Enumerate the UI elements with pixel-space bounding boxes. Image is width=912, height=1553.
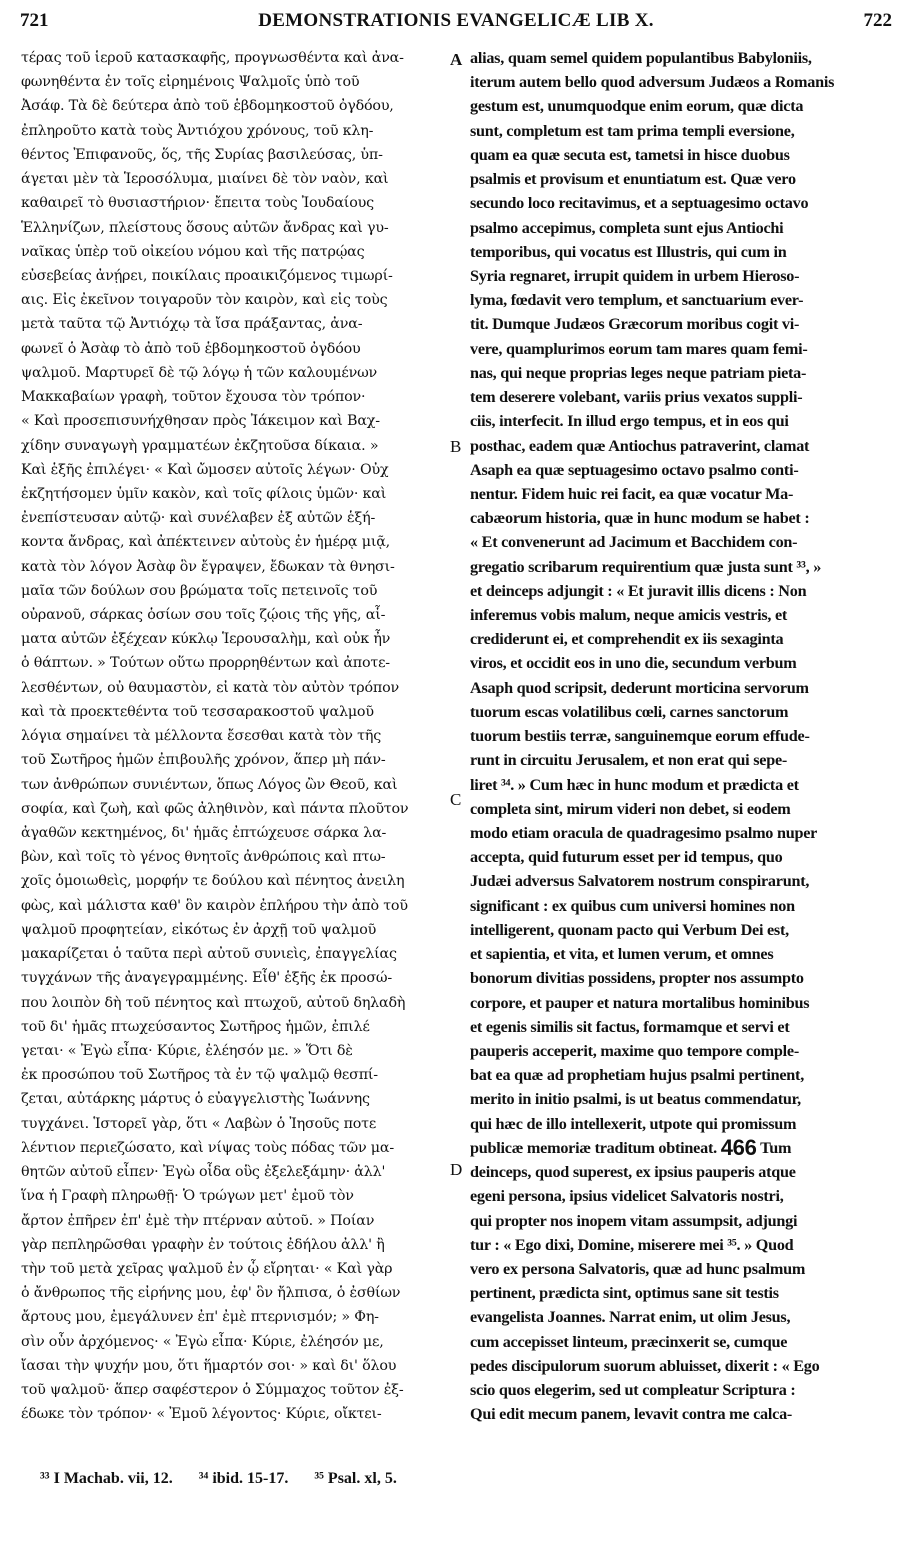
page-number-left: 721 [20,10,49,31]
latin-line: gestum est, unumquodque enim eorum, quæ dicta [470,97,804,116]
greek-line: ματα αὐτῶν ἐξέχεαν κύκλῳ Ἱερουσαλὴμ, καὶ οὐκ ἦν [21,631,391,648]
latin-line: completa sint, mirum videri non debet, si eodem [470,799,791,818]
latin-line: pauperis acceperit, maxime quo tempore comple- [470,1041,799,1060]
greek-line: καθαιρεῖ τὸ θυσιαστήριον· ἔπειτα τοὺς Ἰουδαίους [21,195,374,212]
greek-line: τοῦ Σωτῆρος ἡμῶν ἐπιβουλῆς χρόνον, ἅπερ μὴ πάν- [21,752,386,769]
latin-line: runt in circuitu Jerusalem, et non erat qui sepe- [470,751,788,770]
greek-line: λεσθέντων, οὐ θαυμαστὸν, εἰ κατὰ τὸν αὐτὸν τρόπον [21,679,400,696]
latin-column [470,46,892,1426]
greek-line: θητῶν αὐτοῦ εἶπεν· Ἐγὼ οἶδα οὓς ἐξελεξάμην· ἀλλ' [21,1164,386,1181]
latin-line: intelligerent, quonam pacto qui Verbum Dei est, [470,920,789,939]
greek-line: σὶν οὖν ἀρχόμενος· « Ἐγὼ εἶπα· Κύριε, ἐλέησόν με, [21,1333,384,1350]
greek-line: Ἀσάφ. Τὰ δὲ δεύτερα ἀπὸ τοῦ ἑβδομηκοστοῦ ὀγδόου, [21,98,394,115]
greek-line: έδωκε τὸν τρόπον· « Ἐμοῦ λέγοντος· Κύριε, οἴκτει- [21,1406,382,1423]
latin-line: ciis, interfecit. In illud ergo tempus, et in eos qui [470,412,789,431]
latin-line: iterum autem bello quod adversum Judæos a Romanis [470,73,835,92]
latin-line: egeni persona, ipsius videlicet Salvatoris nostri, [470,1187,784,1206]
latin-line: lyma, fœdavit vero templum, et sanctuarium ever- [470,291,804,310]
latin-line [470,1136,892,1160]
latin-line: gregatio scribarum requirentium quæ justa sunt ³³, » [470,557,822,576]
greek-line: ἀγαθῶν κεκτημένος, δι' ἡμᾶς ἐπτώχευσε σάρκα λα- [21,825,387,841]
latin-line-text: publicæ memoriæ traditum obtineat. [470,1138,717,1157]
latin-line: tit. Dumque Judæos Græcorum moribus cogit vi- [470,315,800,334]
greek-line: ἐκζητήσομεν ὑμῖν κακὸν, καὶ τοῖς φίλοις ὑμῶν· καὶ [21,485,387,502]
footnote-35: ³⁵ Psal. xl, 5. [314,1470,397,1487]
greek-line: φωνηθέντα ἐν τοῖς εἰρημένοις Ψαλμοῖς ὑπὸ τοῦ [21,74,360,91]
greek-line: χίδην συναγωγὴ γραμματέων ἐκζητοῦσα δίκαια. » [21,437,379,454]
greek-line: τὴν τοῦ μετὰ χεῖρας ψαλμοῦ ἐν ᾧ εἴρηται· « Καὶ γὰρ [21,1260,393,1277]
greek-line: άγεται μὲν τὰ Ἱεροσόλυμα, μιαίνει δὲ τὸν ναὸν, καὶ [21,171,389,188]
greek-line: κοντα ἄνδρας, καὶ ἀπέκτεινεν αὐτοὺς ἐν ἡμέρᾳ μιᾷ, [21,534,391,551]
greek-line: φωνεῖ ὁ Ἀσὰφ τὸ ἀπὸ τοῦ ἑβδομηκοστοῦ ὀγδόου [21,340,361,357]
greek-line: ἐπληροῦτο κατὰ τοὺς Ἀντιόχου χρόνους, τοῦ κλη- [21,122,374,139]
greek-line: μαῖα τῶν δούλων σου βρώματα τοῖς πετεινοῖς τοῦ [21,582,378,599]
greek-line: γὰρ πεπληρῶσθαι γραφὴν ἐν τούτοις ἐδήλου ἀλλ' ἢ [21,1236,385,1253]
latin-line: et sapientia, et vita, et lumen verum, et omnes [470,945,774,964]
greek-line: φὼς, καὶ μάλιστα καθ' ὃν καιρὸν ἐπλήρου τὴν ἀπὸ τοῦ [21,897,408,914]
latin-line: vero ex persona Salvatoris, quæ ad hunc psalmum [470,1259,806,1278]
latin-line: secundo loco recitavimus, et a septuagesimo octavo [470,194,809,213]
latin-line: merito in initio psalmi, is ut beatus commendatur, [470,1090,801,1109]
greek-line: μακαρίζεται ὁ ταῦτα περὶ αὐτοῦ συνιεὶς, ἐπαγγελίας [21,946,397,963]
latin-line: pertinent, prædicta sint, optimus sane sit testis [470,1284,779,1303]
page-number-right: 722 [863,10,892,31]
latin-line: scio quos elegerim, sed ut compleatur Scriptura : [470,1381,796,1400]
greek-line: ψαλμοῦ. Μαρτυρεῖ δὲ τῷ λόγῳ ἡ τῶν καλουμένων [21,364,378,381]
greek-line: ναῖκας ὑπὲρ τοῦ οἰκείου νόμου καὶ τῆς πατρῴας [21,243,365,260]
latin-line: Asaph ea quæ septuagesimo octavo psalmo conti- [470,460,799,479]
inline-page-number: 466 [720,1135,757,1160]
latin-line: qui propter nos inopem vitam assumpsit, adjungi [470,1211,798,1230]
greek-line: Ἑλληνίζων, πλείστους ὅσους αὐτῶν ἄνδρας καὶ γυ- [21,219,389,236]
greek-line: οὐρανοῦ, σάρκας ὁσίων σου τοῖς ζῴοις τῆς γῆς, αἷ- [21,607,386,624]
greek-line: τοῦ ψαλμοῦ· ἅπερ σαφέστερον ὁ Σύμμαχος τοῦτον ἐξ- [21,1382,404,1399]
latin-line: Syria regnaret, irrupit quidem in urbem Hieroso- [470,266,800,285]
latin-line: vere, quamplurimos eorum tam mares quam femi- [470,339,808,358]
latin-line: psalmis et provisum et enuntiatum est. Quæ vero [470,170,796,189]
latin-line: bat ea quæ ad prophetiam hujus psalmi pertinent, [470,1066,804,1085]
latin-line: Asaph quod scripsit, dederunt morticina servorum [470,678,809,697]
latin-line: nentur. Fidem huic rei facit, ea quæ vocatur Ma- [470,484,794,503]
latin-line: et egenis similis sit factus, formamque et servi et [470,1017,790,1036]
greek-line: τυγχάνων τῆς ἀναγεγραμμένης. Εἶθ' ἑξῆς ἐκ προσώ- [21,970,392,987]
greek-line: χοῖς ὁμοιωθεὶς, μορφήν τε δούλου καὶ πένητος ἀνειλη [21,873,405,890]
latin-line: crediderunt ei, et comprehendit ex iis sexaginta [470,630,784,649]
latin-line: cabæorum historia, quæ in hunc modum se habet : [470,509,810,528]
running-header [20,10,892,36]
latin-line: accepta, quid futurum esset per id tempus, quo [470,848,783,867]
margin-letter-b: B [450,437,462,456]
greek-line: μετὰ ταῦτα τῷ Ἀντιόχῳ τὰ ἴσα πράξαντας, ἀνα- [21,316,363,333]
latin-line: modo etiam oracula de quadragesimo psalmo nuper [470,824,818,842]
greek-line: ἵνα ἡ Γραφὴ πληρωθῇ· Ὁ τρώγων μετ' ἐμοῦ τὸν [21,1188,354,1205]
greek-line: τέρας τοῦ ἱεροῦ κατασκαφῆς, προγνωσθέντα καὶ ἀνα- [21,50,404,66]
greek-line: ὁ θάπτων. » Τούτων οὕτω προρρηθέντων καὶ ἀποτε- [21,655,390,672]
greek-line: ἴασαι τὴν ψυχήν μου, ὅτι ἥμαρτόν σοι· » καὶ δι' ὅλου [21,1357,397,1374]
greek-line: που λοιπὸν δὴ τοῦ πένητος καὶ πτωχοῦ, αὐτοῦ δηλαδὴ [21,994,406,1011]
greek-line: σοφία, καὶ ζωὴ, καὶ φῶς ἀληθινὸν, καὶ πάντα πλοῦτον [21,800,409,817]
footnote-34: ³⁴ ibid. 15-17. [198,1470,289,1487]
greek-line: τυγχάνει. Ἱστορεῖ γὰρ, ὅτι « Λαβὼν ὁ Ἰησοῦς ποτε [21,1115,377,1132]
latin-line: inferemus vobis malum, neque amicis vestris, et [470,606,788,625]
greek-line: αις. Εἰς ἐκεῖνον τοιγαροῦν τὸν καιρὸν, καὶ εἰς τοὺς [21,292,388,309]
latin-line: bonorum divitias possidens, propter nos assumpto [470,969,804,988]
greek-line: των ἀνθρώπων συνιέντων, ὅπως Λόγος ὢν Θεοῦ, καὶ [21,776,398,793]
latin-line: posthac, eadem quæ Antiochus patraverint, clamat [470,436,810,455]
latin-line: « Et convenerunt ad Jacimum et Bacchidem con- [470,533,798,552]
greek-line: Μακκαβαίων γραφὴ, τοῦτον ἔχουσα τὸν τρόπον· [21,389,366,406]
greek-line: ὁ ἄνθρωπος τῆς εἰρήνης μου, ἐφ' ὃν ἤλπισα, ὁ ἐσθίων [21,1285,401,1302]
latin-line: liret ³⁴. » Cum hæc in hunc modum et prædicta et [470,775,799,794]
latin-line: cum accepisset linteum, præcinxerit se, cumque [470,1332,788,1351]
latin-line: tuorum bestiis terræ, sanguinemque eorum effude- [470,727,810,746]
latin-line: pedes discipulorum suorum abluisset, dixerit : « Ego [470,1356,820,1375]
margin-letter-c: C [450,790,462,809]
greek-line: λέντιον περιεζώσατο, καὶ νίψας τοὺς πόδας τῶν μα- [21,1139,394,1156]
latin-line: deinceps, quod superest, ex ipsius pauperis atque [470,1163,796,1182]
latin-line: nas, qui neque proprias leges neque patriam pieta- [470,363,807,382]
running-title: DEMONSTRATIONIS EVANGELICÆ LIB X. [258,10,654,31]
footnotes [40,1470,880,1488]
footnote-33: ³³ I Machab. vii, 12. [40,1470,173,1487]
latin-line: tur : « Ego dixi, Domine, miserere mei ³⁵. » Quod [470,1235,794,1254]
greek-line: « Καὶ προσεπισυνήχθησαν πρὸς Ἰάκειμον καὶ Βαχ- [21,413,380,430]
latin-line: tuorum escas volatilibus cœli, carnes sanctorum [470,702,789,721]
latin-line-continuation: Tum [760,1138,792,1157]
latin-line: sunt, completum est tam prima templi eversione, [470,121,795,140]
latin-line: evangelista Joannes. Narrat enim, ut olim Jesus, [470,1308,791,1327]
margin-letter-d: D [450,1160,463,1179]
greek-line: ἐκ προσώπου τοῦ Σωτῆρος τὰ ἐν τῷ ψαλμῷ θεσπί- [21,1067,378,1084]
greek-line: γεται· « Ἐγὼ εἶπα· Κύριε, ἐλέησόν με. » Ὅτι δὲ [21,1042,353,1059]
greek-line: λόγια σημαίνει τὰ μέλλοντα ἔσεσθαι κατὰ τὸν τῆς [21,728,382,745]
greek-line: εὐσεβείας ἀνῄρει, ποικίλαις προαικιζόμενος τιμωρί- [21,267,393,284]
greek-line: ἐνεπίστευσαν αὐτῷ· καὶ συνέλαβεν ἐξ αὐτῶν ἑξή- [21,510,376,527]
latin-line: viros, et occidit eos in uno die, secundum verbum [470,654,797,673]
greek-line: καὶ τὰ προεκτεθέντα τοῦ τεσσαρακοστοῦ ψαλμοῦ [21,703,374,720]
greek-column [21,46,451,1426]
greek-line: ἄρτους μου, ἐμεγάλυνεν ἐπ' ἐμὲ πτερνισμόν; » Φη- [21,1309,379,1326]
greek-line: ψαλμοῦ προφητείαν, εἰκότως ἐν ἀρχῇ τοῦ ψαλμοῦ [21,921,377,938]
latin-line: Judæi adversus Salvatorem nostrum conspirarunt, [470,872,810,891]
latin-line: quam ea quæ secuta est, tametsi in hisce duobus [470,145,790,164]
margin-letter-a: A [450,50,463,69]
greek-line: βὼν, καὶ τοῖς τὸ γένος θνητοῖς ἀνθρώποις καὶ πτω- [21,849,386,866]
latin-line: psalmo accepimus, completa sunt ejus Antiochi [470,218,784,237]
greek-line: ζεται, αὐτάρκης μάρτυς ὁ εὐαγγελιστὴς Ἰωάννης [21,1091,370,1108]
greek-line: κατὰ τὸν λόγον Ἀσὰφ ὃν ἔγραψεν, ἔδωκαν τὰ θνησι- [21,558,395,575]
greek-line: Καὶ ἑξῆς ἐπιλέγει· « Καὶ ὤμοσεν αὐτοῖς λέγων· Οὐχ [21,461,389,478]
latin-line: corpore, et pauper et natura mortalibus hominibus [470,993,810,1012]
latin-line: alias, quam semel quidem populantibus Babyloniis, [470,49,812,67]
greek-line: ἄρτον ἐπῆρεν ἐπ' ἐμὲ τὴν πτέρναν αὐτοῦ. » Ποίαν [21,1212,375,1229]
latin-line: et deinceps adjungit : « Et juravit illis dicens : Non [470,581,807,600]
greek-line: θέντος Ἐπιφανοῦς, ὅς, τῆς Συρίας βασιλεύσας, ὑπ- [21,146,383,163]
greek-line: τοῦ δι' ἡμᾶς πτωχεύσαντος Σωτῆρος ἡμῶν, ἐπιλέ [21,1018,370,1035]
latin-line: Qui edit mecum panem, levavit contra me calca- [470,1405,793,1424]
latin-line: tem deserere volebant, variis prius vexatos suppli- [470,388,803,407]
latin-line: significant : ex quibus cum universi homines non [470,896,795,915]
latin-line: qui hæc de illo intellexerit, utpote qui promissum [470,1114,797,1133]
latin-line: temporibus, qui vocatus est Illustris, qui cum in [470,242,787,261]
